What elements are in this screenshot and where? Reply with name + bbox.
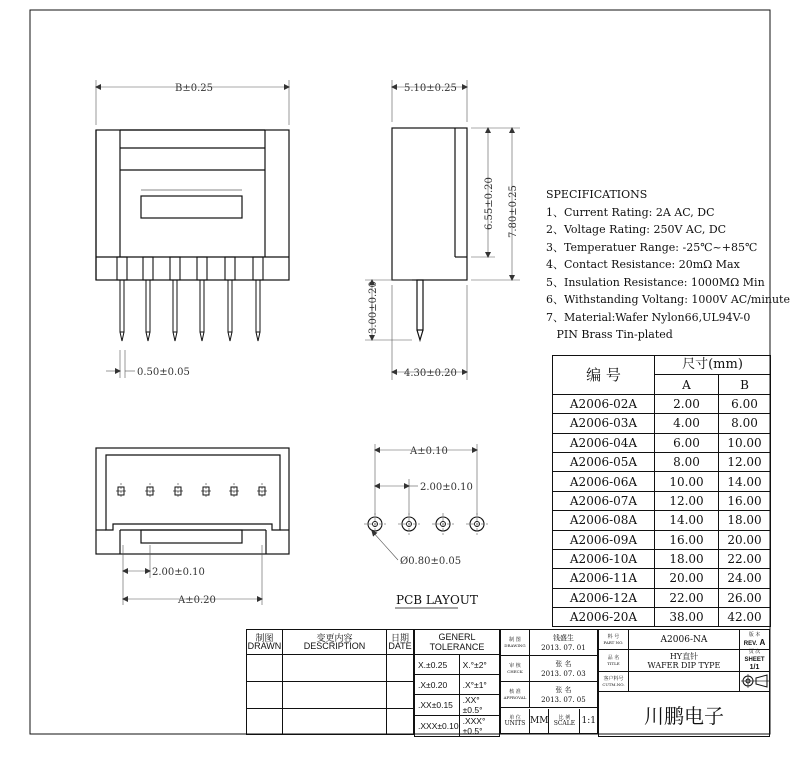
cell-a: 6.00 — [655, 433, 719, 452]
dimension-row — [553, 491, 771, 510]
spec-item: 5、Insulation Resistance: 1000MΩ Min — [546, 275, 765, 289]
role-cn: 核 准 — [509, 688, 521, 695]
cell-part: A2006-10A — [553, 549, 655, 568]
cell-part: A2006-03A — [553, 414, 655, 433]
part-header: 编 号 — [553, 356, 655, 395]
cell-b: 26.00 — [719, 588, 771, 607]
spec-item: 1、Current Rating: 2A AC, DC — [546, 205, 715, 219]
scale-label: SCALE — [553, 719, 576, 727]
tol-linear: .X±0.20 — [415, 675, 460, 695]
col-a-header: A — [655, 375, 719, 394]
side-width-dim: 5.10±0.25 — [404, 83, 457, 94]
side-pin-len-dim: 3.00±0.20 — [368, 281, 379, 334]
cell-b: 22.00 — [719, 549, 771, 568]
cell-part: A2006-09A — [553, 530, 655, 549]
dimension-row — [553, 472, 771, 491]
front-pins — [117, 257, 263, 341]
top-pin — [257, 483, 267, 499]
spec-item: 2、Voltage Rating: 250V AC, DC — [546, 223, 727, 236]
part-no-cn: 料 号 — [607, 633, 620, 640]
dimension-row — [553, 608, 771, 627]
spec-item: PIN Brass Tin-plated — [546, 328, 673, 341]
title-value-2: WAFER DIP TYPE — [647, 660, 721, 670]
cust-cn: 客户料号 — [603, 675, 624, 682]
title-value-1: HY直针 — [669, 651, 699, 661]
cell-b: 6.00 — [719, 394, 771, 413]
sheet-label: SHEET — [744, 657, 765, 663]
part-no-value: A2006-NA — [628, 630, 739, 650]
role-name: 张 名 — [555, 659, 572, 668]
top-pin — [201, 483, 211, 499]
cell-b: 18.00 — [719, 511, 771, 530]
dimension-row — [553, 588, 771, 607]
units-label: UNITS — [504, 719, 526, 727]
units-cn: 单 位 — [509, 714, 521, 721]
projection-symbol-cell — [740, 672, 770, 692]
front-pin — [143, 257, 153, 341]
pcb-pitch-dim: 2.00±0.10 — [420, 482, 473, 493]
dimension-row — [553, 394, 771, 413]
dimension-row — [553, 549, 771, 568]
dimension-row — [553, 414, 771, 433]
title-cn: 品 名 — [607, 654, 620, 661]
rev-cn: 版 本 — [748, 631, 761, 638]
front-pin — [225, 257, 235, 341]
cell-b: 16.00 — [719, 491, 771, 510]
scale-cn: 比 例 — [558, 714, 571, 721]
pcb-dims — [372, 444, 477, 560]
tolerance-block — [414, 629, 500, 737]
top-pin — [116, 483, 126, 499]
revision-block — [246, 629, 414, 735]
spec-item: 3、Temperatuer Range: -25℃~+85℃ — [546, 240, 758, 254]
cell-part: A2006-07A — [553, 491, 655, 510]
pcb-hole — [432, 513, 454, 535]
side-h1-dim: 6.55±0.20 — [484, 177, 495, 230]
tolerance-title: GENERL TOLERANCE — [415, 630, 500, 655]
cell-part: A2006-02A — [553, 394, 655, 413]
cell-b: 20.00 — [719, 530, 771, 549]
desc-cn: 变更内容 — [316, 633, 353, 643]
sheet-value: 1/1 — [749, 664, 760, 671]
cell-b: 12.00 — [719, 452, 771, 471]
top-a-dim: A±0.20 — [178, 595, 216, 606]
scale-value: 1:1 — [581, 715, 596, 726]
specifications — [546, 186, 790, 344]
part-no-label: PART NO. — [603, 639, 624, 645]
pcb-hole-dim: Ø0.80±0.05 — [400, 556, 462, 567]
role-cn: 制 图 — [509, 636, 521, 643]
dimension-row — [553, 569, 771, 588]
desc-label: DESCRIPTION — [303, 641, 366, 651]
role-date: 2013. 07. 03 — [541, 669, 586, 678]
cell-a: 38.00 — [655, 608, 719, 627]
sheet-cn: 页 次 — [748, 649, 761, 655]
front-pin — [253, 257, 263, 341]
pcb-hole — [398, 513, 420, 535]
spec-item: 6、Withstanding Voltang: 1000V AC/minute — [546, 293, 790, 306]
company-name: 川鹏电子 — [599, 692, 770, 737]
side-view — [392, 128, 467, 340]
role-en: CHECK — [507, 668, 523, 674]
front-pin — [117, 257, 127, 341]
role-en: DRAWING — [504, 642, 526, 648]
cell-a: 12.00 — [655, 491, 719, 510]
dimension-row — [553, 452, 771, 471]
spec-item: 4、Contact Resistance: 20mΩ Max — [546, 258, 740, 271]
cell-a: 4.00 — [655, 414, 719, 433]
cell-a: 16.00 — [655, 530, 719, 549]
cell-a: 22.00 — [655, 588, 719, 607]
tol-angular: .XXX°±0.5° — [459, 716, 499, 737]
part-info-block — [598, 629, 770, 737]
cell-b: 14.00 — [719, 472, 771, 491]
cell-part: A2006-06A — [553, 472, 655, 491]
top-pin — [173, 483, 183, 499]
side-dims — [365, 80, 520, 380]
role-date: 2013. 07. 05 — [541, 695, 586, 704]
front-pin — [197, 257, 207, 341]
role-en: APPROVAL — [503, 694, 527, 700]
side-base-dim: 4.30±0.20 — [404, 368, 457, 379]
cell-a: 8.00 — [655, 452, 719, 471]
units-value: MM — [530, 709, 549, 733]
side-h2-dim: 7.80±0.25 — [508, 185, 519, 238]
role-date: 2013. 07. 01 — [541, 643, 586, 652]
cell-b: 24.00 — [719, 569, 771, 588]
cell-part: A2006-05A — [553, 452, 655, 471]
role-cn: 审 核 — [509, 662, 521, 669]
cell-part: A2006-20A — [553, 608, 655, 627]
pcb-hole — [364, 513, 386, 535]
title-label: TITLE — [607, 660, 620, 666]
cust-label: CUTM.NO. — [602, 681, 625, 687]
top-pins — [116, 483, 267, 499]
front-pin — [170, 257, 180, 341]
pcb-holes — [364, 513, 488, 535]
rev-value: A — [759, 637, 766, 647]
projection-symbol-icon — [741, 673, 769, 689]
date-label: DATE — [388, 641, 412, 651]
dimension-row — [553, 530, 771, 549]
dimension-row — [553, 511, 771, 530]
dimension-rows — [553, 394, 771, 627]
cell-part: A2006-11A — [553, 569, 655, 588]
tol-angular: .XX°±0.5° — [459, 695, 499, 716]
tol-angular: .X°±1° — [459, 675, 499, 695]
cell-b: 10.00 — [719, 433, 771, 452]
cell-b: 42.00 — [719, 608, 771, 627]
size-header: 尺寸(mm) — [655, 356, 771, 375]
pcb-layout-label: PCB LAYOUT — [396, 593, 478, 607]
tol-angular: X.°±2° — [459, 655, 499, 675]
cell-a: 14.00 — [655, 511, 719, 530]
tol-linear: .XX±0.15 — [415, 695, 460, 716]
drawn-label: DRAWN — [247, 641, 282, 651]
dimension-table — [552, 355, 771, 627]
cell-a: 18.00 — [655, 549, 719, 568]
top-pin — [145, 483, 155, 499]
approval-block — [500, 629, 598, 734]
cell-b: 8.00 — [719, 414, 771, 433]
front-b-dim: B±0.25 — [175, 83, 213, 94]
pcb-hole — [466, 513, 488, 535]
top-view — [96, 448, 289, 554]
spec-title: SPECIFICATIONS — [546, 188, 648, 201]
cell-a: 2.00 — [655, 394, 719, 413]
role-name: 钱盛生 — [552, 633, 574, 642]
role-name: 张 名 — [555, 685, 572, 694]
cell-part: A2006-12A — [553, 588, 655, 607]
tol-linear: X.±0.25 — [415, 655, 460, 675]
spec-item: 7、Material:Wafer Nylon66,UL94V-0 — [546, 310, 751, 324]
tol-linear: .XXX±0.10 — [415, 716, 460, 737]
pcb-a-dim: A±0.10 — [410, 446, 448, 457]
cell-part: A2006-04A — [553, 433, 655, 452]
drawn-cn: 制图 — [255, 633, 274, 643]
rev-label: REV. — [743, 640, 758, 647]
front-pitch-dim: 0.50±0.05 — [137, 367, 190, 378]
date-cn: 日期 — [391, 633, 410, 643]
cell-a: 10.00 — [655, 472, 719, 491]
dimension-row — [553, 433, 771, 452]
top-pin — [229, 483, 239, 499]
top-pitch-dim: 2.00±0.10 — [152, 567, 205, 578]
col-b-header: B — [719, 375, 771, 394]
cell-part: A2006-08A — [553, 511, 655, 530]
cell-a: 20.00 — [655, 569, 719, 588]
